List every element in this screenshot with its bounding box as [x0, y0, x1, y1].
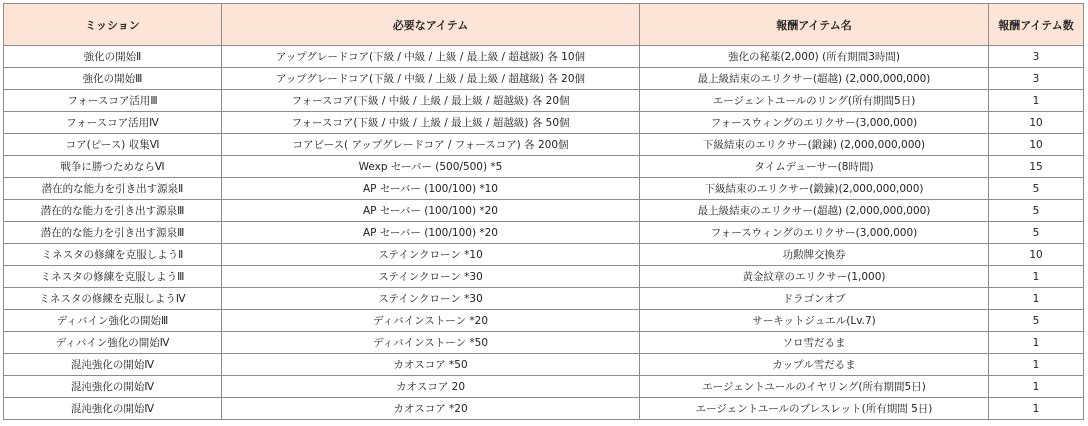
reward-count-cell: 5: [989, 222, 1084, 244]
mission-cell: ディバイン強化の開始Ⅲ: [4, 310, 222, 332]
reward-name-cell: 下級結束のエリクサー(鍛錬) (2,000,000,000): [640, 134, 989, 156]
header-reward-item-name: 報酬アイテム名: [640, 4, 989, 46]
mission-cell: ミネスタの修練を克服しようⅣ: [4, 288, 222, 310]
reward-name-cell: エージェントユールのリング(所有期間5日): [640, 90, 989, 112]
table-row: [4, 68, 1084, 90]
required-items-cell: コアピース( アップグレードコア / フォースコア) 各 200個: [222, 134, 640, 156]
header-mission: ミッション: [4, 4, 222, 46]
header-required-items: 必要なアイテム: [222, 4, 640, 46]
table-row: [4, 310, 1084, 332]
header-row: [4, 4, 1084, 46]
mission-cell: 混沌強化の開始Ⅳ: [4, 354, 222, 376]
reward-name-cell: フォースウィングのエリクサー(3,000,000): [640, 222, 989, 244]
required-items-cell: ディバインストーン *50: [222, 332, 640, 354]
required-items-cell: カオスコア 20: [222, 376, 640, 398]
table-header: [4, 4, 1084, 46]
reward-name-cell: 強化の秘薬(2,000) (所有期間3時間): [640, 46, 989, 68]
reward-count-cell: 1: [989, 266, 1084, 288]
reward-name-cell: 功勲牌交換券: [640, 244, 989, 266]
mission-cell: 戦争に勝つためならⅥ: [4, 156, 222, 178]
table-row: [4, 244, 1084, 266]
mission-reward-table: [3, 3, 1084, 420]
table-row: [4, 288, 1084, 310]
required-items-cell: AP セーバー (100/100) *20: [222, 222, 640, 244]
reward-count-cell: 10: [989, 134, 1084, 156]
reward-count-cell: 5: [989, 178, 1084, 200]
mission-cell: 潜在的な能力を引き出す源泉Ⅲ: [4, 200, 222, 222]
mission-cell: フォースコア活用Ⅳ: [4, 112, 222, 134]
reward-count-cell: 1: [989, 376, 1084, 398]
required-items-cell: カオスコア *50: [222, 354, 640, 376]
mission-cell: 混沌強化の開始Ⅳ: [4, 376, 222, 398]
reward-name-cell: カップル雪だるま: [640, 354, 989, 376]
mission-cell: 潜在的な能力を引き出す源泉Ⅲ: [4, 222, 222, 244]
table-row: [4, 222, 1084, 244]
mission-cell: フォースコア活用Ⅲ: [4, 90, 222, 112]
reward-count-cell: 1: [989, 354, 1084, 376]
required-items-cell: AP セーバー (100/100) *20: [222, 200, 640, 222]
reward-count-cell: 1: [989, 332, 1084, 354]
reward-name-cell: エージェントユールのブレスレット(所有期間 5日): [640, 398, 989, 420]
required-items-cell: ステインクローン *10: [222, 244, 640, 266]
mission-cell: ミネスタの修練を克服しようⅢ: [4, 266, 222, 288]
table-row: [4, 354, 1084, 376]
reward-name-cell: タイムデューサー(8時間): [640, 156, 989, 178]
table-row: [4, 134, 1084, 156]
reward-name-cell: フォースウィングのエリクサー(3,000,000): [640, 112, 989, 134]
mission-cell: 強化の開始Ⅲ: [4, 68, 222, 90]
reward-count-cell: 5: [989, 310, 1084, 332]
required-items-cell: Wexp セーバー (500/500) *5: [222, 156, 640, 178]
required-items-cell: フォースコア(下級 / 中級 / 上級 / 最上級 / 超越級) 各 20個: [222, 90, 640, 112]
mission-cell: 潜在的な能力を引き出す源泉Ⅱ: [4, 178, 222, 200]
table-row: [4, 266, 1084, 288]
reward-count-cell: 3: [989, 46, 1084, 68]
reward-name-cell: 下級結束のエリクサー(鍛錬)(2,000,000,000): [640, 178, 989, 200]
required-items-cell: アップグレードコア(下級 / 中級 / 上級 / 最上級 / 超越級) 各 10個: [222, 46, 640, 68]
required-items-cell: AP セーバー (100/100) *10: [222, 178, 640, 200]
header-reward-count: 報酬アイテム数: [989, 4, 1084, 46]
table-row: [4, 46, 1084, 68]
mission-cell: ミネスタの修練を克服しようⅡ: [4, 244, 222, 266]
table-body: [4, 46, 1084, 420]
mission-cell: ディバイン強化の開始Ⅳ: [4, 332, 222, 354]
mission-cell: 強化の開始Ⅱ: [4, 46, 222, 68]
reward-name-cell: 最上級結束のエリクサー(超越) (2,000,000,000): [640, 200, 989, 222]
required-items-cell: フォースコア(下級 / 中級 / 上級 / 最上級 / 超越級) 各 50個: [222, 112, 640, 134]
required-items-cell: アップグレードコア(下級 / 中級 / 上級 / 最上級 / 超越級) 各 20個: [222, 68, 640, 90]
reward-count-cell: 15: [989, 156, 1084, 178]
table-row: [4, 112, 1084, 134]
required-items-cell: ステインクローン *30: [222, 266, 640, 288]
reward-name-cell: 黄金紋章のエリクサー(1,000): [640, 266, 989, 288]
reward-name-cell: サーキットジュエル(Lv.7): [640, 310, 989, 332]
reward-count-cell: 1: [989, 90, 1084, 112]
reward-count-cell: 10: [989, 244, 1084, 266]
table-row: [4, 178, 1084, 200]
mission-cell: コア(ピース) 収集Ⅵ: [4, 134, 222, 156]
reward-name-cell: エージェントユールのイヤリング(所有期間5日): [640, 376, 989, 398]
required-items-cell: ステインクローン *30: [222, 288, 640, 310]
required-items-cell: カオスコア *20: [222, 398, 640, 420]
reward-count-cell: 10: [989, 112, 1084, 134]
reward-name-cell: ソロ雪だるま: [640, 332, 989, 354]
mission-cell: 混沌強化の開始Ⅳ: [4, 398, 222, 420]
table-row: [4, 376, 1084, 398]
reward-count-cell: 5: [989, 200, 1084, 222]
reward-count-cell: 1: [989, 288, 1084, 310]
reward-count-cell: 1: [989, 398, 1084, 420]
table-row: [4, 200, 1084, 222]
required-items-cell: ディバインストーン *20: [222, 310, 640, 332]
table-row: [4, 398, 1084, 420]
table-row: [4, 332, 1084, 354]
table-row: [4, 90, 1084, 112]
reward-name-cell: 最上級結束のエリクサー(超越) (2,000,000,000): [640, 68, 989, 90]
reward-count-cell: 3: [989, 68, 1084, 90]
table-row: [4, 156, 1084, 178]
reward-name-cell: ドラゴンオブ: [640, 288, 989, 310]
